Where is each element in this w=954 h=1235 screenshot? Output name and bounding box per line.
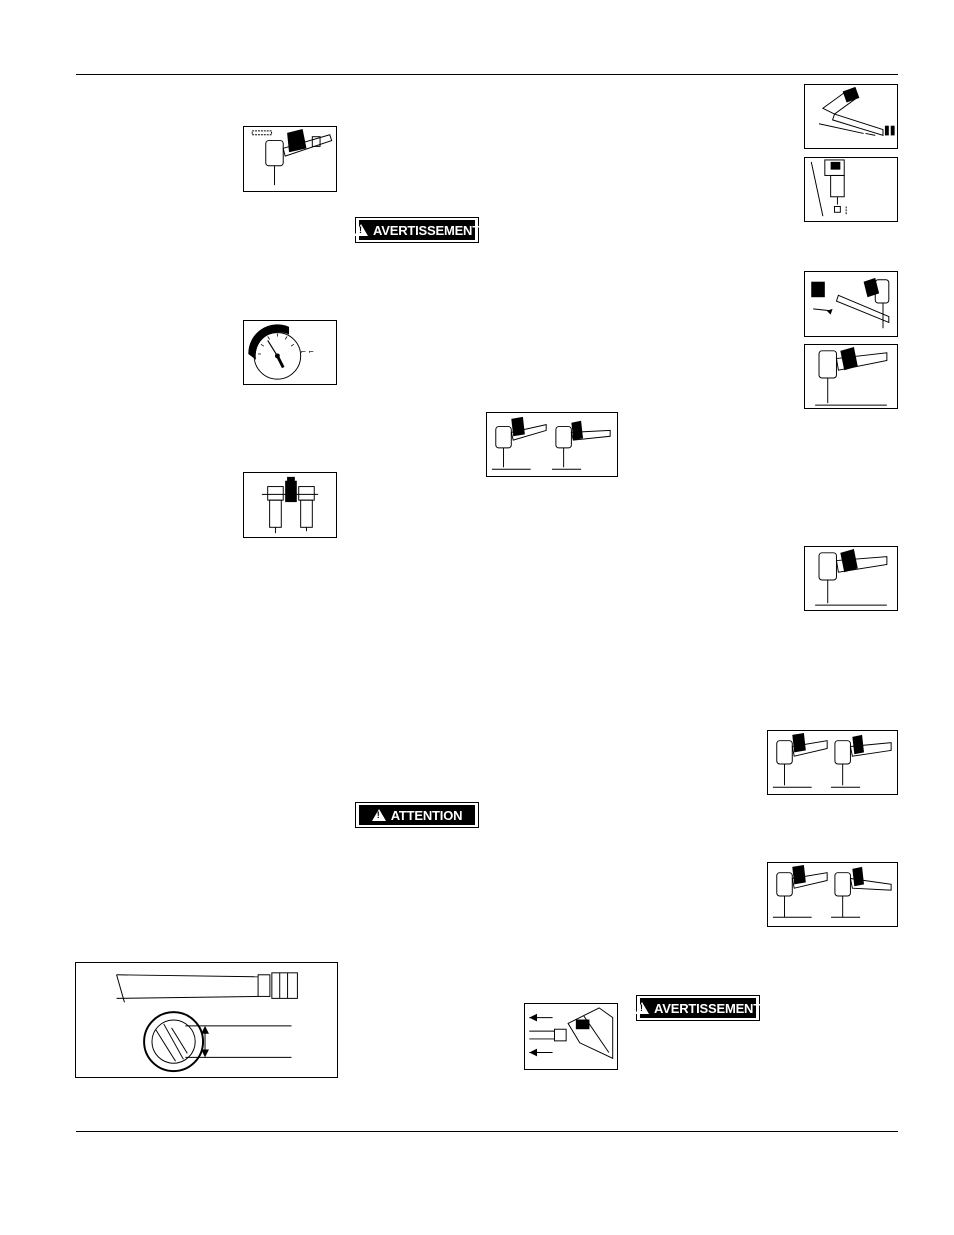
svg-text:⌐ ⌐: ⌐ ⌐ [300, 347, 315, 356]
warning-label-avertissement-2 [636, 995, 760, 1021]
figure-air-connector [524, 1003, 618, 1070]
figure-nailer-depth-adjust [804, 157, 898, 222]
warning-triangle-icon [354, 224, 368, 236]
warning-label-text: AVERTISSEMENT [654, 1000, 761, 1016]
figure-nailer-angled-magazine [804, 84, 898, 149]
warning-label-avertissement [355, 217, 479, 243]
warning-label-text: ATTENTION [390, 807, 463, 823]
figure-nailer-load [243, 126, 337, 192]
figure-loading-nail-strip [804, 271, 898, 337]
figure-filter-regulator-lubricator [243, 472, 337, 538]
figure-nailer-on-surface [804, 344, 898, 409]
warning-label-text: AVERTISSEMENT [373, 222, 480, 238]
header-rule [76, 74, 898, 75]
footer-rule [76, 1131, 898, 1132]
warning-triangle-icon [635, 1002, 649, 1014]
figure-nailer-two-positions [486, 412, 618, 477]
figure-air-hose [75, 962, 338, 1078]
figure-nailer-two-positions-3 [767, 862, 898, 927]
figure-nailer-on-surface-2 [804, 546, 898, 611]
warning-triangle-icon [372, 809, 386, 821]
warning-label-attention [355, 802, 479, 828]
figure-pressure-gauge [243, 320, 337, 385]
figure-nailer-two-positions-2 [767, 730, 898, 795]
